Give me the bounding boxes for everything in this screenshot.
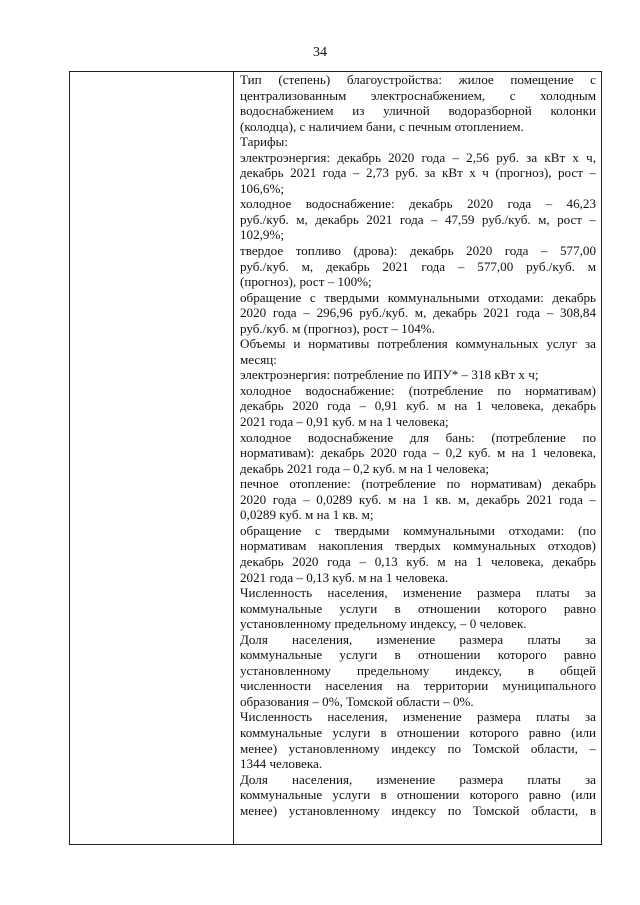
text-line: централизованным электроснабжением, с холодным: [240, 87, 596, 103]
text-line: твердое топливо (дрова): декабрь 2020 года – 577,00: [240, 243, 596, 259]
text-line: (прогноз), рост – 100%;: [240, 274, 372, 290]
text-line: 0,0289 куб. м на 1 кв. м;: [240, 507, 374, 523]
text-line: декабрь 2021 года – 0,2 куб. м на 1 человека;: [240, 460, 490, 476]
text-line: декабрь 2020 года – 0,91 куб. м на 1 человека, декабрь: [240, 398, 596, 414]
text-line: руб./куб. м, декабрь 2021 года – 577,00 руб./куб. м: [240, 258, 596, 274]
text-line: коммунальные услуги в отношении которого равно (или: [240, 724, 596, 740]
text-line: нормативам): декабрь 2020 года – 0,2 куб. м на 1 человека,: [240, 445, 596, 461]
text-line: численности населения на территории муниципального: [240, 678, 596, 694]
text-line: Численность населения, изменение размера платы за: [240, 709, 596, 725]
text-line: установленному предельному индексу, в общей: [240, 662, 596, 678]
text-line: водоснабжением из уличной водоразборной колонки: [240, 103, 596, 119]
page-number: 34: [313, 45, 327, 60]
text-line: Объемы и нормативы потребления коммунальных услуг за: [240, 336, 596, 352]
text-line: печное отопление: (потребление по нормативам) декабрь: [240, 476, 596, 492]
text-line: (колодца), с наличием бани, с печным отоплением.: [240, 118, 524, 134]
text-line: менее) установленному индексу по Томской области, в: [240, 802, 596, 818]
text-line: образования – 0%, Томской области – 0%.: [240, 693, 474, 709]
text-line: холодное водоснабжение для бань: (потребление по: [240, 429, 596, 445]
text-line: менее) установленному индексу по Томской области, –: [240, 740, 596, 756]
text-line: коммунальные услуги в отношении которого равно: [240, 600, 596, 616]
text-line: Тарифы:: [240, 134, 288, 150]
text-line: 2020 года – 0,0289 куб. м на 1 кв. м, декабрь 2021 года –: [240, 491, 596, 507]
text-line: нормативам накопления твердых коммунальных отходов): [240, 538, 596, 554]
text-line: электроэнергия: потребление по ИПУ* – 318 кВт х ч;: [240, 367, 539, 383]
text-line: 1344 человека.: [240, 756, 323, 772]
text-line: коммунальные услуги в отношении которого равно: [240, 647, 596, 663]
text-line: холодное водоснабжение: (потребление по нормативам): [240, 382, 596, 398]
text-line: месяц:: [240, 351, 277, 367]
text-line: Доля населения, изменение размера платы за: [240, 631, 596, 647]
text-line: электроэнергия: декабрь 2020 года – 2,56 руб. за кВт х ч,: [240, 149, 596, 165]
text-line: Численность населения, изменение размера платы за: [240, 585, 596, 601]
text-line: 106,6%;: [240, 180, 285, 196]
text-line: руб./куб. м, декабрь 2021 года – 47,59 руб./куб. м, рост –: [240, 211, 596, 227]
table-right-cell: [234, 72, 601, 844]
text-line: 102,9%;: [240, 227, 285, 243]
table-left-cell: [70, 72, 234, 844]
text-line: Доля населения, изменение размера платы за: [240, 771, 596, 787]
text-line: холодное водоснабжение: декабрь 2020 года – 46,23: [240, 196, 596, 212]
text-line: декабрь 2020 года – 0,13 куб. м на 1 человека, декабрь: [240, 553, 596, 569]
text-line: 2021 года – 0,91 куб. м на 1 человека;: [240, 414, 449, 430]
text-line: Тип (степень) благоустройства: жилое помещение с: [240, 72, 596, 87]
text-line: обращение с твердыми коммунальными отходами: декабрь: [240, 289, 596, 305]
text-line: 2021 года – 0,13 куб. м на 1 человека.: [240, 569, 449, 585]
document-table: [69, 71, 602, 845]
text-line: руб./куб. м (прогноз), рост – 104%.: [240, 320, 435, 336]
text-line: декабрь 2021 года – 2,73 руб. за кВт х ч (прогноз), рост –: [240, 165, 596, 181]
text-line: коммунальные услуги в отношении которого равно (или: [240, 787, 596, 803]
text-line: обращение с твердыми коммунальными отходами: (по: [240, 522, 596, 538]
text-line: установленному предельному индексу, – 0 человек.: [240, 616, 527, 632]
text-line: 2020 года – 296,96 руб./куб. м, декабрь 2021 года – 308,84: [240, 305, 596, 321]
